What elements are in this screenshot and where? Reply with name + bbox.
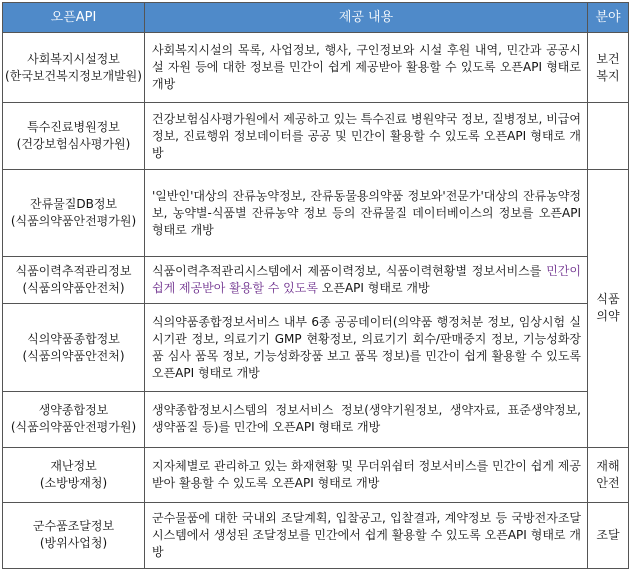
field-cell-disaster [588, 447, 629, 502]
field-cell-food [588, 170, 629, 447]
header-row [3, 3, 629, 33]
table-row [3, 257, 629, 304]
table-row [3, 103, 629, 170]
api-description [145, 257, 588, 304]
api-org: (소방방재청) [39, 475, 108, 490]
header-field: 분야 [588, 3, 629, 33]
field-cell-welfare [588, 33, 629, 103]
header-content: 제공 내용 [145, 3, 588, 33]
api-org: (식품의약품안전처) [22, 281, 125, 296]
api-name-cell [3, 257, 145, 304]
field-cell-procurement [588, 502, 629, 568]
api-name-cell [3, 170, 145, 257]
api-description: 지자체별로 관리하고 있는 화재현황 및 무더위쉼터 정보서비스를 민간이 쉽게 제공받아 활용할 수 있도록 오픈API 형태로 개방 [145, 447, 588, 502]
api-description-part: 식품이력추적관리시스템에서 제품이력정보, 식품이력현황별 정보서비스를 [152, 264, 547, 279]
table-row [3, 33, 629, 103]
api-description-part: 오픈API 형태로 개방 [317, 281, 430, 296]
api-name-cell [3, 447, 145, 502]
api-description: 식의약품종합정보서비스 내부 6종 공공데이터(의약품 행정처분 정보, 임상시험 실시기관 정보, 의료기기 GMP 현황정보, 의료기기 회수/판매중지 정보, 기능성화장품 심사 품목 정보, 기능성화장품 보고 품목 정보)를 민간이 쉽게 활용할 수 있도록 오픈API 형태로 개방 [145, 304, 588, 391]
api-name: 식품이력추적관리정보 [15, 264, 132, 279]
header-open-api: 오픈API [3, 3, 145, 33]
api-description: 군수물품에 대한 국내외 조달계획, 입찰공고, 입찰결과, 계약정보 등 국방전자조달시스템에서 생성된 조달정보를 민간에서 쉽게 활용할 수 있도록 오픈API 형태로 개방 [145, 502, 588, 568]
table-row [3, 447, 629, 502]
api-org: (방위사업청) [39, 536, 108, 551]
api-name: 특수진료병원정보 [27, 120, 120, 135]
api-description: 생약종합정보시스템의 정보서비스 정보(생약기원정보, 생약자료, 표준생약정보, 생약품질 등)를 민간에 오픈API 형태로 개방 [145, 391, 588, 447]
api-name: 식의약품종합정보 [27, 331, 120, 346]
open-api-table [2, 2, 629, 569]
api-org: (한국보건복지정보개발원) [5, 68, 142, 83]
table-row [3, 502, 629, 568]
api-org: (건강보험심사평가원) [16, 137, 131, 152]
api-name-cell [3, 502, 145, 568]
field-label: 식품 [596, 292, 620, 307]
api-description: 건강보험심사평가원에서 제공하고 있는 특수진료 병원약국 정보, 질병정보, 비급여 정보, 진료행위 정보데이터를 공공 및 민간이 활용할 수 있도록 오픈API 형태로 개방 [145, 103, 588, 170]
api-org: (식품의약품안전평가원) [10, 420, 137, 435]
api-name: 생약종합정보 [38, 403, 109, 418]
field-cell-blank [588, 103, 629, 170]
api-name-cell [3, 304, 145, 391]
table-row [3, 304, 629, 391]
api-name: 군수품조달정보 [32, 519, 115, 534]
table-row [3, 170, 629, 257]
field-label: 조달 [596, 527, 620, 542]
api-description: 사회복지시설의 목록, 사업정보, 행사, 구인정보와 시설 후원 내역, 민간과 공공시설 자원 등에 대한 정보를 민간이 쉽게 제공받아 활용할 수 있도록 오픈API 형태로 개방 [145, 33, 588, 103]
field-label: 재해 [596, 458, 620, 473]
table-row [3, 391, 629, 447]
api-description: '일반인'대상의 잔류농약정보, 잔류동물용의약품 정보와'전문가'대상의 잔류농약정보, 농약별-식품별 잔류농약 정보 등의 잔류물질 데이터베이스의 정보를 오픈API 형태로 개방 [145, 170, 588, 257]
api-name-cell [3, 391, 145, 447]
api-org: (식품의약품안전처) [22, 348, 125, 363]
api-description-highlight: 민간이 쉽게 제공받아 활용할 수 있도록 [152, 264, 581, 296]
api-org: (식품의약품안전평가원) [10, 214, 137, 229]
api-name-cell [3, 33, 145, 103]
api-name-cell [3, 103, 145, 170]
field-label: 복지 [596, 68, 620, 83]
field-label: 안전 [596, 475, 620, 490]
api-name: 재난정보 [50, 458, 97, 473]
api-name: 사회복지시설정보 [27, 51, 120, 66]
api-name: 잔류물질DB정보 [29, 197, 118, 212]
field-label: 의약 [596, 309, 620, 324]
field-label: 보건 [596, 51, 620, 66]
